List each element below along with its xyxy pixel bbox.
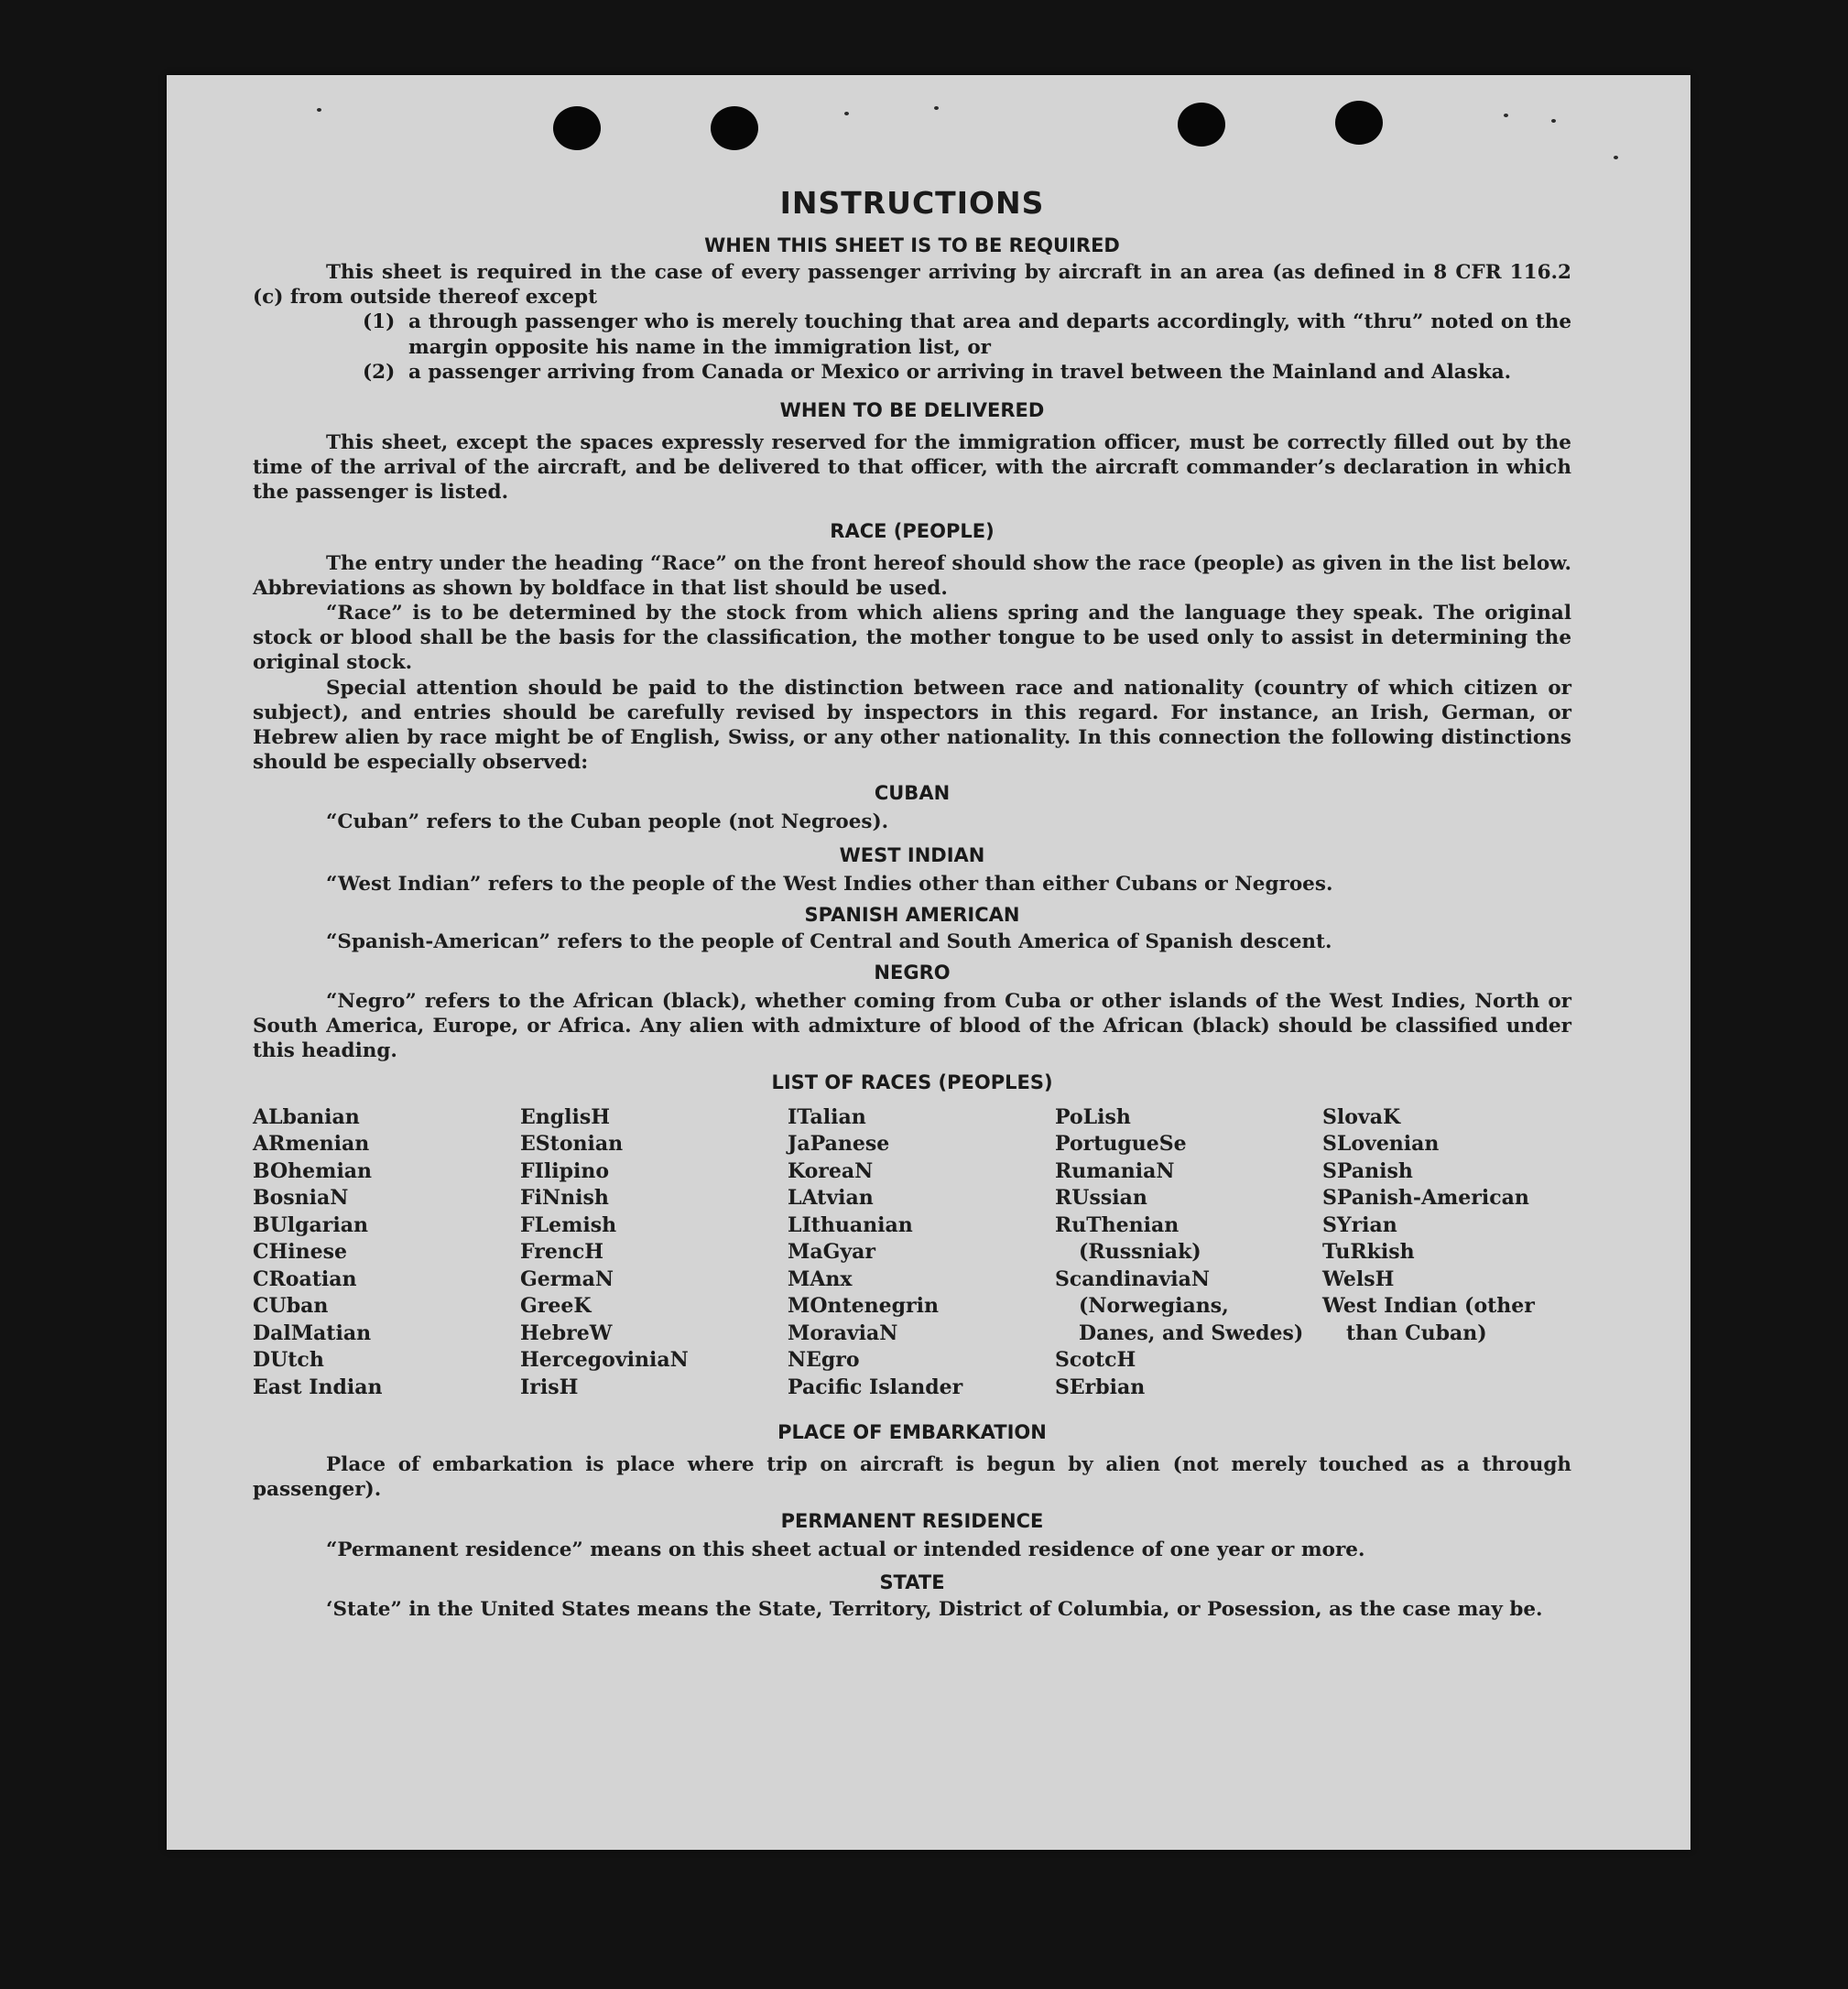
race-entry: HercegoviniaN [520,1348,689,1373]
heading-when-delivered: WHEN TO BE DELIVERED [779,399,1045,422]
heading-place-of-embarkation: PLACE OF EMBARKATION [777,1421,1047,1444]
heading-permanent-residence: PERMANENT RESIDENCE [780,1509,1044,1532]
race-entry: BUlgarian [253,1212,368,1237]
race-entry: ScandinaviaN (Norwegians, Danes, and Swedes) [1055,1266,1304,1345]
race-entry: NEgro [788,1348,860,1373]
race-entry: RuThenian (Russniak) [1055,1212,1201,1265]
race-entry: SPanish [1322,1158,1413,1183]
punch-hole [1335,101,1383,145]
heading-when-required: WHEN THIS SHEET IS TO BE REQUIRED [704,234,1120,256]
sheet-content [253,187,1571,1622]
race-entry: PoLish [1055,1104,1131,1129]
race-entry: GreeK [520,1294,592,1319]
when-required-intro: This sheet is required in the case of every passenger arriving by aircraft in an area (as defined in 8 CFR 116.2 (c) from outside thereof except [253,261,1571,310]
race-entry: CHinese [253,1240,348,1265]
race-entry: FrencH [520,1240,603,1265]
race-entry: LIthuanian [788,1212,913,1237]
race-entry: BosniaN [253,1186,349,1211]
race-entry: IrisH [520,1375,579,1399]
cuban-text: “Cuban” refers to the Cuban people (not Negroes). [326,810,889,834]
race-entry: SYrian [1322,1212,1397,1237]
heading-negro: NEGRO [874,962,951,984]
race-paragraph-3: Special attention should be paid to the distinction between race and nationality (country of which citizen or subject), and entries should be carefully revised by inspectors in this regard. For instance, an Irish, German, or Hebrew alien by race might be of English, Swiss, or any other nationality. In this connection the following distinctions should be especially observed: [253,676,1571,775]
race-entry: CUban [253,1294,329,1319]
race-column [1055,1104,1322,1402]
race-list [253,1104,1571,1402]
race-entry: ARmenian [253,1132,370,1157]
race-entry: MaGyar [788,1240,876,1265]
race-entry: ALbanian [253,1104,360,1129]
heading-state: STATE [879,1571,945,1593]
race-entry: SlovaK [1322,1104,1401,1129]
race-entry: DUtch [253,1348,324,1373]
heading-spanish-american: SPANISH AMERICAN [804,903,1020,926]
when-delivered-text: This sheet, except the spaces expressly reserved for the immigration officer, must be correctly filled out by the time of the arrival of the aircraft, and be delivered to that officer, with the aircraft commander’s declaration in which the passenger is listed. [253,431,1571,505]
race-column [520,1104,788,1402]
race-entry: SErbian [1055,1375,1146,1399]
exception-text: a through passenger who is merely touching that area and departs accordingly, with “thru” noted on the margin opposite his name in the immigration list, or [408,310,1571,359]
race-entry: MAnx [788,1266,853,1291]
instruction-sheet [167,75,1690,1850]
scan-speck [934,106,939,110]
scan-speck [1614,156,1618,159]
embarkation-text: Place of embarkation is place where trip on aircraft is begun by alien (not merely touched as a through passenger). [253,1453,1571,1502]
state-text: ‘State” in the United States means the State, Territory, District of Columbia, or Posession, as the case may be. [326,1597,1543,1621]
exception-number: (1) [363,310,396,334]
race-entry: MoraviaN [788,1321,898,1345]
race-entry: East Indian [253,1375,383,1399]
scan-speck [317,108,321,112]
scan-speck [844,112,849,115]
race-entry: PortugueSe [1055,1132,1187,1157]
race-entry: EnglisH [520,1104,611,1129]
punch-hole [711,106,758,150]
race-paragraph-1: The entry under the heading “Race” on the front hereof should show the race (people) as given in the list below. Abbreviations as shown by boldface in that list should be used. [253,551,1571,600]
punch-hole [1178,103,1225,147]
exception-item [363,360,1571,385]
race-entry: FiNnish [520,1186,609,1211]
race-entry: KoreaN [788,1158,874,1183]
exception-number: (2) [363,360,396,384]
race-entry: MOntenegrin [788,1294,939,1319]
race-entry: RUssian [1055,1186,1147,1211]
race-entry: SLovenian [1322,1132,1440,1157]
heading-cuban: CUBAN [874,782,951,805]
race-entry: JaPanese [788,1132,890,1157]
scan-speck [1504,114,1508,117]
race-entry: WelsH [1322,1266,1395,1291]
race-entry: SPanish-American [1322,1186,1529,1211]
race-entry: BOhemian [253,1158,373,1183]
race-entry: DalMatian [253,1321,372,1345]
heading-race: RACE (PEOPLE) [830,519,995,542]
race-entry: CRoatian [253,1266,357,1291]
scan-speck [1551,119,1556,123]
spanish-american-text: “Spanish-American” refers to the people of Central and South America of Spanish descent. [326,929,1332,953]
race-column [788,1104,1055,1402]
race-entry: Pacific Islander [788,1375,963,1399]
exception-text: a passenger arriving from Canada or Mexico or arriving in travel between the Mainland and Alaska. [408,360,1512,384]
race-entry: ITalian [788,1104,866,1129]
race-entry: West Indian (other than Cuban) [1322,1294,1535,1345]
race-entry: HebreW [520,1321,613,1345]
residence-text: “Permanent residence” means on this sheet actual or intended residence of one year or more. [326,1538,1365,1561]
race-entry: EStonian [520,1132,624,1157]
race-entry: ScotcH [1055,1348,1136,1373]
race-column [253,1104,520,1402]
west-indian-text: “West Indian” refers to the people of the West Indies other than either Cubans or Negroes. [326,872,1333,896]
race-entry: GermaN [520,1266,614,1291]
race-entry: RumaniaN [1055,1158,1175,1183]
negro-text: “Negro” refers to the African (black), whether coming from Cuba or other islands of the West Indies, North or South America, Europe, or Africa. Any alien with admixture of blood of the African (black) should be classified under this heading. [253,990,1571,1063]
punch-hole [553,106,601,150]
race-entry: FIlipino [520,1158,610,1183]
heading-west-indian: WEST INDIAN [839,843,985,866]
heading-list-of-races: LIST OF RACES (PEOPLES) [771,1071,1053,1093]
race-entry: FLemish [520,1212,617,1237]
race-entry: LAtvian [788,1186,874,1211]
race-paragraph-2: “Race” is to be determined by the stock from which aliens spring and the language they speak. The original stock or blood shall be the basis for the classification, the mother tongue to be used only to assist in determining the original stock. [253,602,1571,675]
race-entry: TuRkish [1322,1240,1415,1265]
page-title: INSTRUCTIONS [779,185,1045,221]
race-column [1322,1104,1571,1402]
exception-item [363,310,1571,359]
